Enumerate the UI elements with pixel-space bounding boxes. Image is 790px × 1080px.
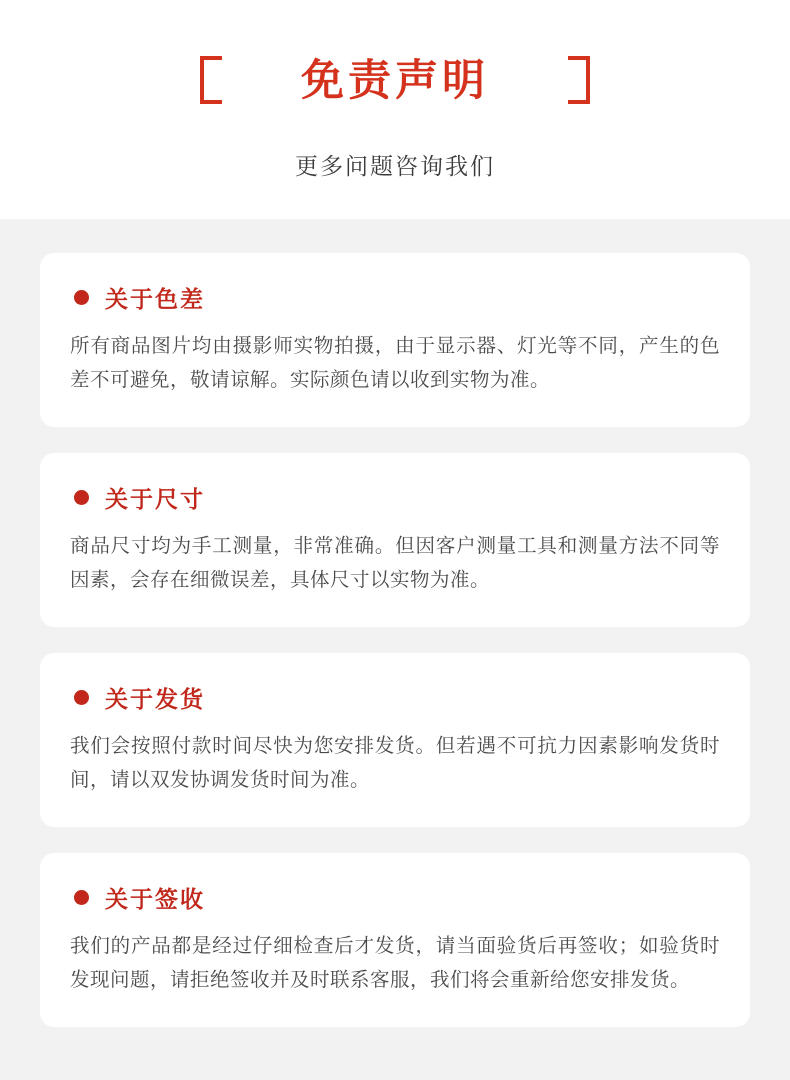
- disclaimer-card-shipping: [40, 653, 750, 827]
- card-header: [70, 881, 720, 914]
- disclaimer-card-receipt: [40, 853, 750, 1027]
- card-title: 关于色差: [105, 286, 205, 312]
- page-header: [0, 0, 790, 219]
- card-title: 关于发货: [105, 686, 205, 713]
- card-body-text: 我们会按照付款时间尽快为您安排发货。但若遇不可抗力因素影响发货时间，请以双发协调发货时间为准。: [70, 735, 720, 791]
- bullet-dot-icon: [74, 490, 89, 505]
- disclaimer-card-size: [40, 453, 750, 627]
- bullet-dot-icon: [74, 890, 89, 905]
- corner-bracket-right-icon: [560, 56, 590, 104]
- bullet-dot-icon: [74, 690, 89, 705]
- disclaimer-card-list: [0, 219, 790, 1067]
- page-title: 免责声明: [301, 56, 489, 105]
- page-subtitle: 更多问题咨询我们: [295, 153, 495, 179]
- card-header: [70, 481, 720, 514]
- corner-bracket-left-icon: [200, 56, 230, 104]
- card-body-text: 我们的产品都是经过仔细检查后才发货，请当面验货后再签收；如验货时发现问题，请拒绝签收并及时联系客服，我们将会重新给您安排发货。: [70, 935, 720, 991]
- card-header: [70, 681, 720, 714]
- bullet-dot-icon: [74, 290, 89, 305]
- card-header: [70, 281, 720, 314]
- title-row: [0, 44, 790, 118]
- card-body-text: 所有商品图片均由摄影师实物拍摄，由于显示器、灯光等不同，产生的色差不可避免，敬请谅解。实际颜色请以收到实物为准。: [70, 335, 720, 391]
- card-body-text: 商品尺寸均为手工测量，非常准确。但因客户测量工具和测量方法不同等因素，会存在细微误差，具体尺寸以实物为准。: [70, 535, 720, 591]
- disclaimer-card-color: [40, 253, 750, 427]
- card-title: 关于签收: [105, 886, 205, 913]
- card-title: 关于尺寸: [105, 486, 205, 513]
